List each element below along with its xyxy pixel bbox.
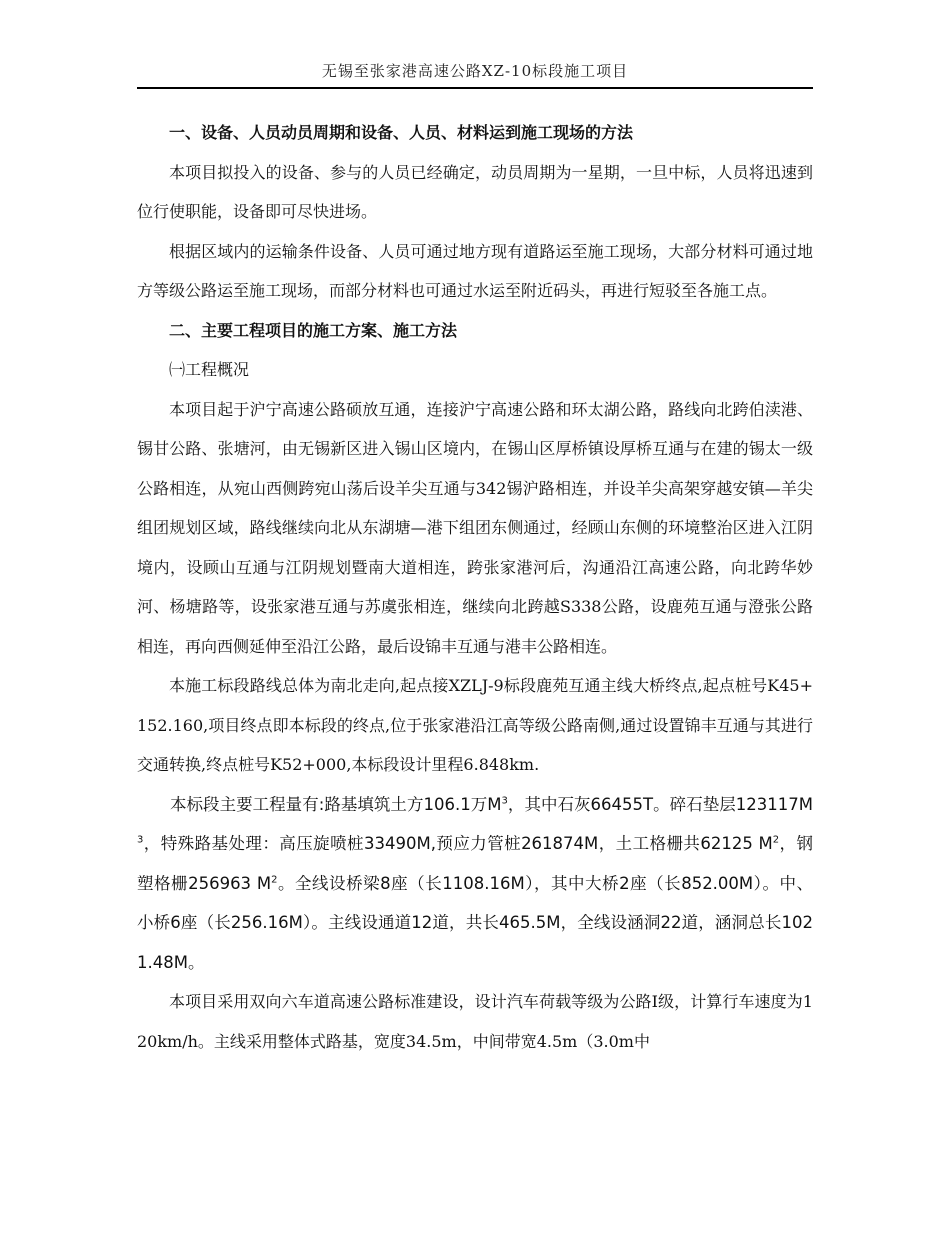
section-2-subheading: ㈠工程概况 [169, 360, 250, 379]
section-2-paragraph-standards: 本项目采用双向六车道高速公路标准建设，设计汽车荷载等级为公路Ⅰ级，计算行车速度为120km/h。主线采用整体式路基，宽度34.5m，中间带宽4.5m（3.0m中 [137, 992, 813, 1051]
header-divider [137, 87, 813, 89]
section-1-paragraph-1: 本项目拟投入的设备、参与的人员已经确定，动员周期为一星期，一旦中标，人员将迅速到位行使职能，设备即可尽快进场。 [137, 162, 813, 221]
section-2-paragraph-1: 本项目起于沪宁高速公路硕放互通，连接沪宁高速公路和环太湖公路，路线向北跨伯渎港、锡甘公路、张塘河，由无锡新区进入锡山区境内，在锡山区厚桥镇设厚桥互通与在建的锡太一级公路相连，从宛山西侧跨宛山荡后设羊尖互通与342锡沪路相连，并设羊尖高架穿越安镇—羊尖组团规划区域，路线继续向北从东湖塘—港下组团东侧通过，经顾山东侧的环境整治区进入江阴境内，设顾山互通与江阴规划暨南大道相连，跨张家港河后，沟通沿江高速公路，向北跨华妙河、杨塘路等，设张家港互通与苏虞张相连，继续向北跨越S338公路，设鹿苑互通与澄张公路相连，再向西侧延伸至沿江公路，最后设锦丰互通与港丰公路相连。 [137, 399, 813, 656]
page-header: 无锡至张家港高速公路XZ-10标段施工项目 [321, 62, 629, 80]
quantities-sup-4: 2 [271, 874, 278, 885]
quantities-text-3: ，特殊路基处理：高压旋喷桩33490M,预应力管桩261874M，土工格栅共62125 M [143, 834, 773, 853]
section-2-heading: 二、主要工程项目的施工方案、施工方法 [169, 320, 458, 340]
section-2-paragraph-2: 本施工标段路线总体为南北走向,起点接XZLJ-9标段鹿苑互通主线大桥终点,起点桩号K45+152.160,项目终点即本标段的终点,位于张家港沿江高等级公路南侧,通过设置锦丰互通与其进行交通转换,终点桩号K52+000,本标段设计里程6.848km. [137, 676, 813, 774]
quantities-text-4: ，钢塑格栅256963 M [137, 834, 813, 893]
quantities-sup-2: 3 [137, 834, 144, 846]
document-body [137, 113, 813, 1061]
quantities-sup-1: 3 [501, 795, 508, 806]
quantities-sup-3: 2 [772, 834, 780, 846]
section-2-paragraph-quantities [137, 785, 813, 983]
section-1-paragraph-2: 根据区域内的运输条件设备、人员可通过地方现有道路运至施工现场，大部分材料可通过地方等级公路运至施工现场，而部分材料也可通过水运至附近码头，再进行短驳至各施工点。 [137, 241, 813, 300]
quantities-text-2: ，其中石灰66455T。碎石垫层123117M [507, 794, 814, 814]
quantities-text-5: 。全线设桥梁8座（长1108.16M），其中大桥2座（长852.00M）。中、小桥6座（长256.16M）。主线设通道12道，共长465.5M，全线设涵洞22道，涵洞总长1021.48M。 [137, 873, 814, 972]
quantities-text-1: 本标段主要工程量有:路基填筑土方106.1万M [170, 794, 502, 814]
section-1-heading: 一、设备、人员动员周期和设备、人员、材料运到施工现场的方法 [169, 123, 634, 142]
